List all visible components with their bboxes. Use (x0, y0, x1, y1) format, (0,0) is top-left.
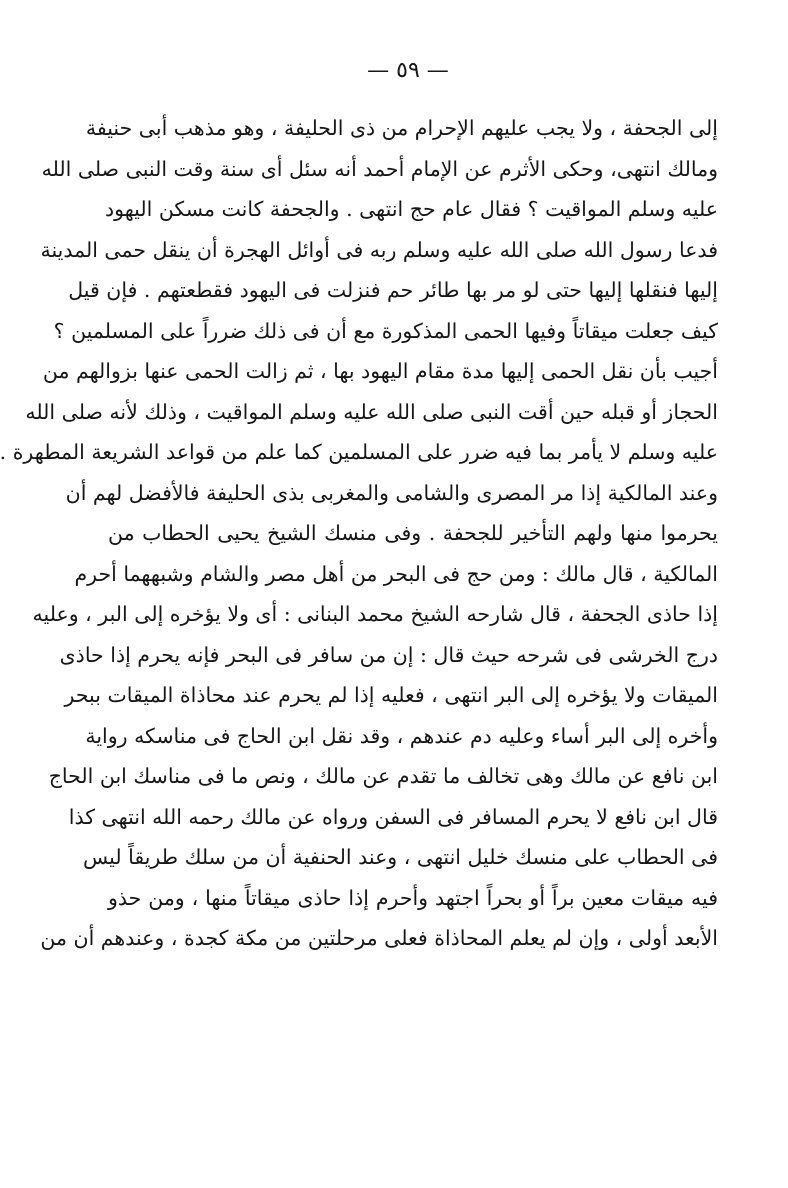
text-line: وأخره إلى البر أساء وعليه دم عندهم ، وقد نقل ابن الحاج فى مناسكه رواية (85, 723, 718, 748)
text-line: فيه ميقات معين براً أو بحراً اجتهد وأحرم إذا حاذى ميقاتاً منها ، ومن حذو (108, 885, 718, 910)
text-line: ومالك انتهى، وحكى الأثرم عن الإمام أحمد أنه سئل أى سنة وقت النبى صلى الله (41, 156, 718, 181)
page-number: — ٥٩ — (367, 58, 449, 83)
text-line: كيف جعلت ميقاتاً وفيها الحمى المذكورة مع أن فى ذلك ضرراً على المسلمين ؟ (53, 318, 718, 343)
text-line: إلى الجحفة ، ولا يجب عليهم الإحرام من ذى الحليفة ، وهو مذهب أبى حنيفة (85, 116, 718, 140)
text-line: قال ابن نافع لا يحرم المسافر فى السفن ورواه عن مالك رحمه الله انتهى كذا (68, 804, 718, 829)
body-text (0, 108, 718, 959)
text-line: درج الخرشى فى شرحه حيث قال : إن من سافر فى البحر فإنه يحرم إذا حاذى (59, 642, 718, 667)
text-line: يحرموا منها ولهم التأخير للجحفة . وفى منسك الشيخ يحيى الحطاب من (108, 521, 718, 545)
text-line: الميقات ولا يؤخره إلى البر انتهى ، فعليه إذا لم يحرم عند محاذاة الميقات ببحر (64, 683, 718, 707)
text-line: الأبعد أولى ، وإن لم يعلم المحاذاة فعلى مرحلتين من مكة كجدة ، وعندهم أن من (40, 926, 718, 950)
text-line: فى الحطاب على منسك خليل انتهى ، وعند الحنفية أن من سلك طريقاً ليس (83, 845, 718, 869)
text-line: أجيب بأن نقل الحمى إليها مدة مقام اليهود بها ، ثم زالت الحمى عنها بزوالهم من (42, 359, 718, 383)
text-line: الحجاز أو قبله حين أقت النبى صلى الله عليه وسلم المواقيت ، وذلك لأنه صلى الله (25, 399, 718, 424)
text-line: إليها فنقلها إليها حتى لو مر بها طائر حم فنزلت فى اليهود فقطعتهم . فإن قيل (68, 278, 718, 302)
text-line: عليه وسلم المواقيت ؟ فقال عام حج انتهى . والجحفة كانت مسكن اليهود (105, 197, 718, 221)
text-line: المالكية ، قال مالك : ومن حج فى البحر من أهل مصر والشام وشبههما أحرم (74, 561, 718, 586)
text-line: إذا حاذى الجحفة ، قال شارحه الشيخ محمد البنانى : أى ولا يؤخره إلى البر ، وعليه (32, 602, 718, 626)
text-line: فدعا رسول الله صلى الله عليه وسلم ربه فى أوائل الهجرة أن ينقل حمى المدينة (40, 237, 718, 262)
text-line: عليه وسلم لا يأمر بما فيه ضرر على المسلمين كما علم من قواعد الشريعة المطهرة . (0, 440, 718, 464)
text-line: ابن نافع عن مالك وهى تخالف ما تقدم عن مالك ، ونص ما فى مناسك ابن الحاج (48, 764, 718, 788)
text-line: وعند المالكية إذا مر المصرى والشامى والمغربى بذى الحليفة فالأفضل لهم أن (65, 480, 718, 505)
